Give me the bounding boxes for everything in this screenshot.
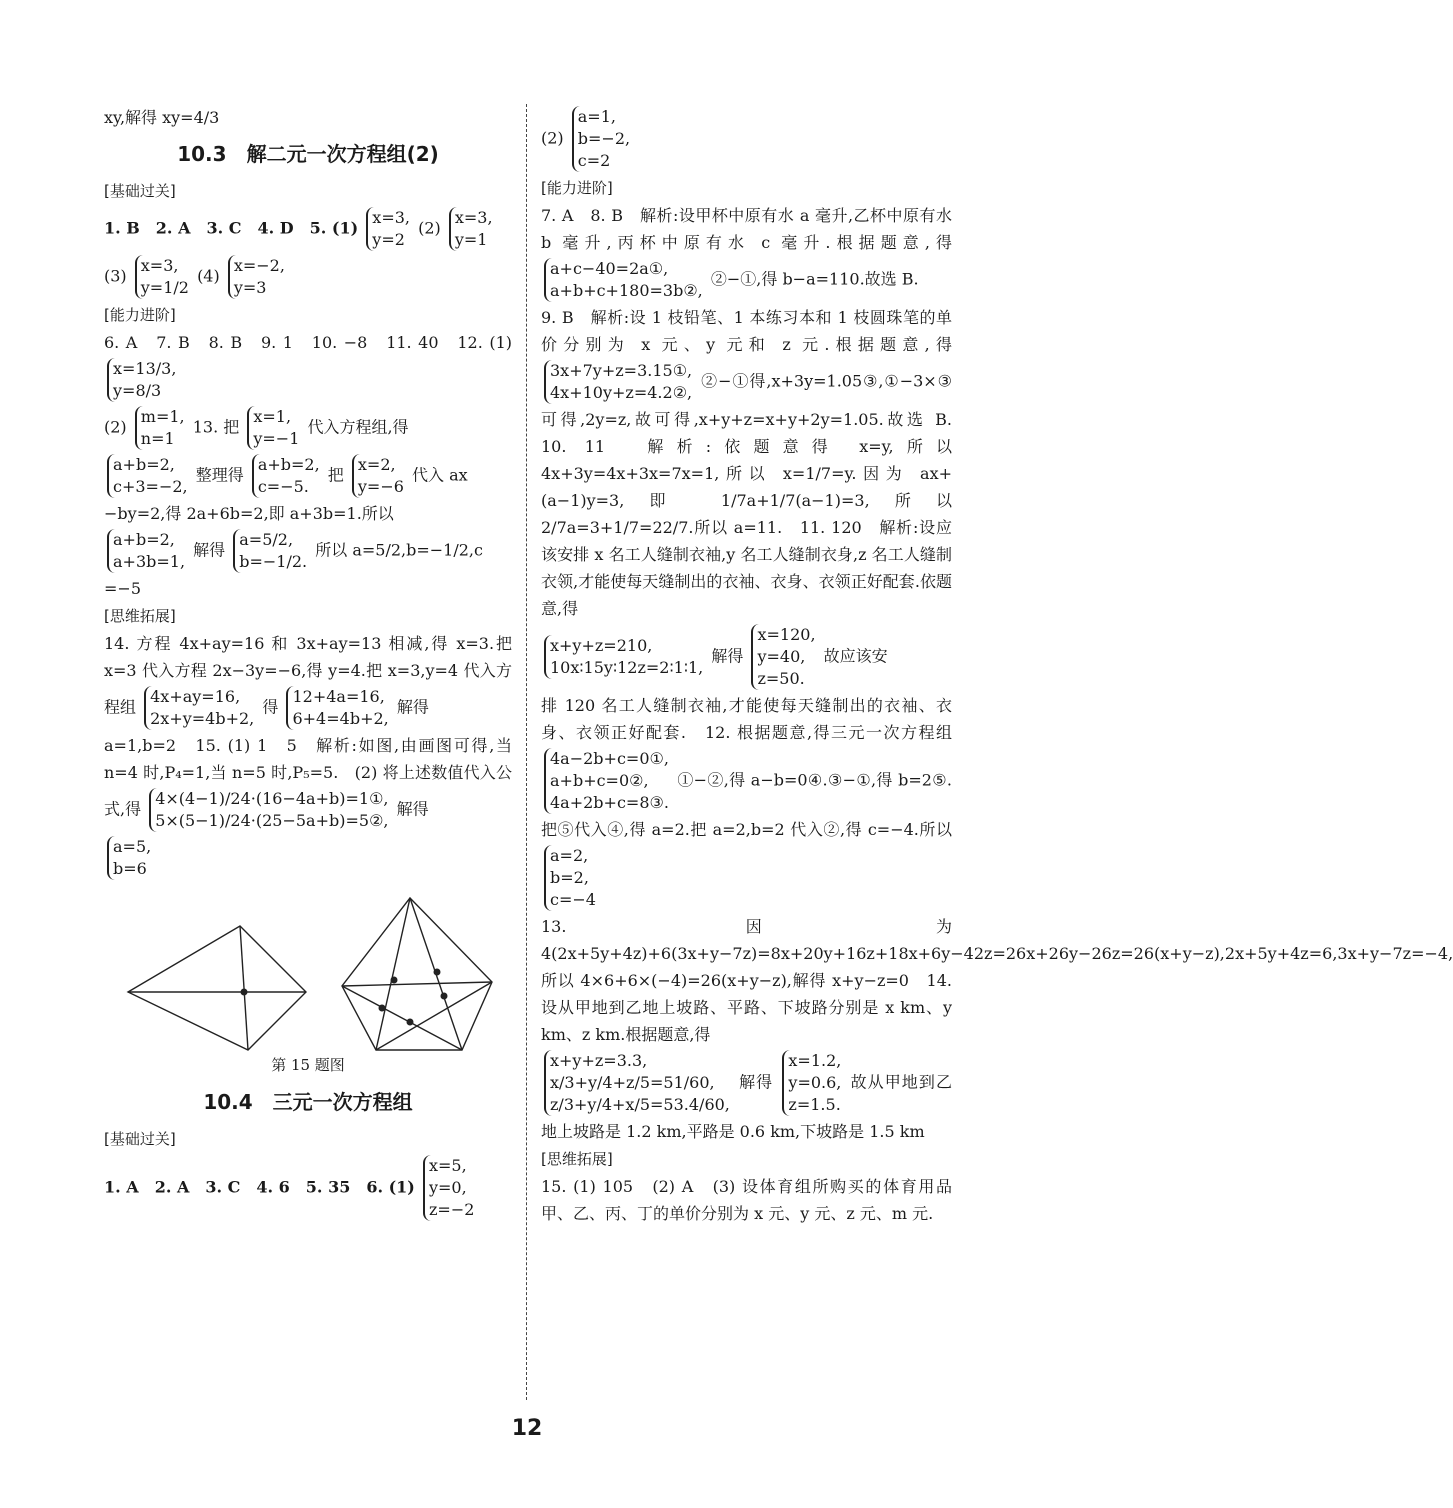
answer-text: (2) [418,218,441,238]
answer-text: 得 [262,697,279,717]
equation-system: x=3, y=1 [449,207,493,251]
column-divider [526,104,527,1400]
equation-system: 4a−2b+c=0①, a+b+c=0②, 4a+2b+c=8③. [544,748,669,814]
answer-text: 1. A 2. A 3. C 4. 6 5. 35 6. (1) [104,1177,415,1197]
answer-text: 故从甲地到乙地上坡路是 1.2 km,平路是 0.6 km,下坡路是 1.5 km [541,1072,952,1141]
answer-text: (2) [541,128,564,148]
answer-line [104,834,512,882]
answer-text: 解得 [396,799,429,819]
answer-line [541,202,952,304]
equation-system: a+b=2, c=−5. [252,454,320,498]
equation-system: x=2, y=−6 [352,454,404,498]
equation-system: 3x+7y+z=3.15①, 4x+10y+z=4.2②, [544,360,692,404]
answer-text: a=1,b=2 15. (1) 1 5 解析:如图,由画图可得,当 n=4 时,P₄=1,当 n=5 时,P₅=5. (2) 将上述数值代入公式,得 [104,736,512,819]
answer-text: 13. 把 [192,417,240,437]
answer-line [541,622,952,692]
answer-line [104,630,512,732]
answer-text: (2) [104,417,127,437]
pentagon-shape [342,898,492,1050]
section-title-10-3: 10.3 解二元一次方程组(2) [177,142,439,166]
equation-system: x+y+z=3.3, x/3+y/4+z/5=51/60, z/3+y/4+x/5=53.4/60, [544,1050,730,1116]
answer-text: 所以 a=5/2,b=−1/2,c [315,540,483,560]
answer-text: ②−①,得 b−a=110.故选 B. [710,269,919,289]
answer-line [104,1153,512,1223]
answer-line [104,404,512,452]
answer-text: (3) [104,266,127,286]
answer-text: 解得 [711,646,744,666]
answer-text: 解得 [193,540,226,560]
quadrilateral-shape [128,926,306,1050]
equation-system: x=−2, y=3 [228,255,285,299]
tag-basic-2: [基础过关] [104,1130,176,1148]
answer-text: 6. A 7. B 8. B 9. 1 10. −8 11. 40 12. (1) [104,333,512,352]
answer-text: ①−②,得 a−b=0④.③−①,得 b=2⑤.把⑤代入④,得 a=2.把 a=2,b=2 代入②,得 c=−4.所以 [541,770,952,839]
answer-text: 排 120 名工人缝制衣袖,才能使每天缝制出的衣袖、衣身、衣领正好配套. 12. 根据题意,得三元一次方程组 [541,696,952,742]
answer-line [104,253,512,301]
answer-line [104,452,512,500]
answer-line [104,732,512,834]
answer-text: 解得 [396,697,429,717]
tag-think: [思维拓展] [104,607,176,625]
equation-system: x=3, y=2 [366,207,410,251]
answer-text: ②−①得,x+3y=1.05③,①−3×③可得,2y=z,故可得,x+y+z=x+y+2y=1.05.故选 B. 10. 11 解析:依题意得 x=y,所以 4x+3y=4x+3x=7x=1,所以 x=1/7=y.因为 ax+(a−1)y=3,即 1/7a+1/7(a−1)=3,所以 2/7a=3+1/7=22/7.所以 a=11. 11. 120 解析:设应该安排 x 名工人缝制衣袖,y 名工人缝制衣身,z 名工人缝制衣领,才能使每天缝制出的衣袖、衣身、衣领正好配套.依题意,得 [541,371,969,618]
equation-system: 4×(4−1)/24·(16−4a+b)=1①, 5×(5−1)/24·(25−5a+b)=5②, [149,788,388,832]
answer-text: 整理得 [195,465,244,485]
equation-system: a=5/2, b=−1/2. [233,529,307,573]
answer-text: 把 [327,465,344,485]
answer-line [104,205,512,253]
answer-line: =−5 [104,579,141,598]
answer-text: 9. B 解析:设 1 枝铅笔、1 本练习本和 1 枝圆珠笔的单价分别为 x 元、y 元和 z 元.根据题意,得 [541,308,952,354]
tag-think: [思维拓展] [541,1150,613,1168]
equation-system: a=2, b=2, c=−4 [544,845,596,911]
answer-text: 解得 [739,1072,774,1092]
equation-system: 12+4a=16, 6+4=4b+2, [286,686,388,730]
figure-15-diagram [108,890,508,1050]
answer-line [541,104,952,174]
page-number: 12 [511,1416,543,1441]
left-column [104,104,512,1223]
answer-line: 15. (1) 105 (2) A (3) 设体育组所购买的体育用品甲、乙、丙、丁的单价分别为 x 元、y 元、z 元、m 元. [541,1177,952,1223]
equation-system: a+b=2, a+3b=1, [107,529,185,573]
equation-system: x=1.2, y=0.6, z=1.5. [782,1050,841,1116]
equation-system: x+y+z=210, 10x∶15y∶12z=2∶1∶1, [544,635,703,679]
answer-text: 7. A 8. B 解析:设甲杯中原有水 a 毫升,乙杯中原有水 b 毫升,丙杯中原有水 c 毫升.根据题意,得 [541,206,952,252]
equation-system: a=5, b=6 [107,836,151,880]
answer-text: 13. 因为 4(2x+5y+4z)+6(3x+y−7z)=8x+20y+16z+18x+6y−42z=26x+26y−26z=26(x+y−z),2x+5y+4z=6,3x+y−7z=−4,所以 4×6+6×(−4)=26(x+y−z),解得 x+y−z=0 14. 设从甲地到乙地上坡路、平路、下坡路分别是 x km、y km、z km.根据题意,得 [541,917,1453,1044]
equation-system: x=5, y=0, z=−2 [423,1155,474,1221]
answer-text: (4) [197,266,220,286]
right-column [541,104,1453,1227]
answer-text: 故应该安 [823,646,888,666]
answer-line [541,913,1453,1048]
answer-text: 代入 ax [412,465,468,485]
equation-system: a=1, b=−2, c=2 [572,106,630,172]
equation-system: m=1, n=1 [135,406,185,450]
tag-basic: [基础过关] [104,182,176,200]
answer-line [541,1048,952,1145]
equation-system: x=120, y=40, z=50. [751,624,815,690]
answer-text: 代入方程组,得 [307,417,409,437]
text-line: xy,解得 xy=4/3 [104,108,220,127]
equation-system: x=13/3, y=8/3 [107,358,176,402]
answer-line [541,304,969,622]
answer-text: 1. B 2. A 3. C 4. D 5. (1) [104,218,359,238]
figure-caption: 第 15 题图 [271,1056,345,1074]
answer-text: 14. 方程 4x+ay=16 和 3x+ay=13 相减,得 x=3.把 x=3 代入方程 2x−3y=−6,得 y=4.把 x=3,y=4 代入方程组 [104,634,512,717]
equation-system: x=3, y=1/2 [135,255,189,299]
section-title-10-4: 10.4 三元一次方程组 [203,1090,413,1114]
answer-line [104,329,512,404]
answer-line [104,527,512,575]
equation-system: a+b=2, c+3=−2, [107,454,188,498]
tag-ability: [能力进阶] [541,179,613,197]
equation-system: 4x+ay=16, 2x+y=4b+2, [144,686,254,730]
equation-system: x=1, y=−1 [247,406,299,450]
answer-line [541,692,952,913]
equation-system: a+c−40=2a①, a+b+c+180=3b②, [544,258,703,302]
tag-ability: [能力进阶] [104,306,176,324]
answer-line: −by=2,得 2a+6b=2,即 a+3b=1.所以 [104,504,394,523]
